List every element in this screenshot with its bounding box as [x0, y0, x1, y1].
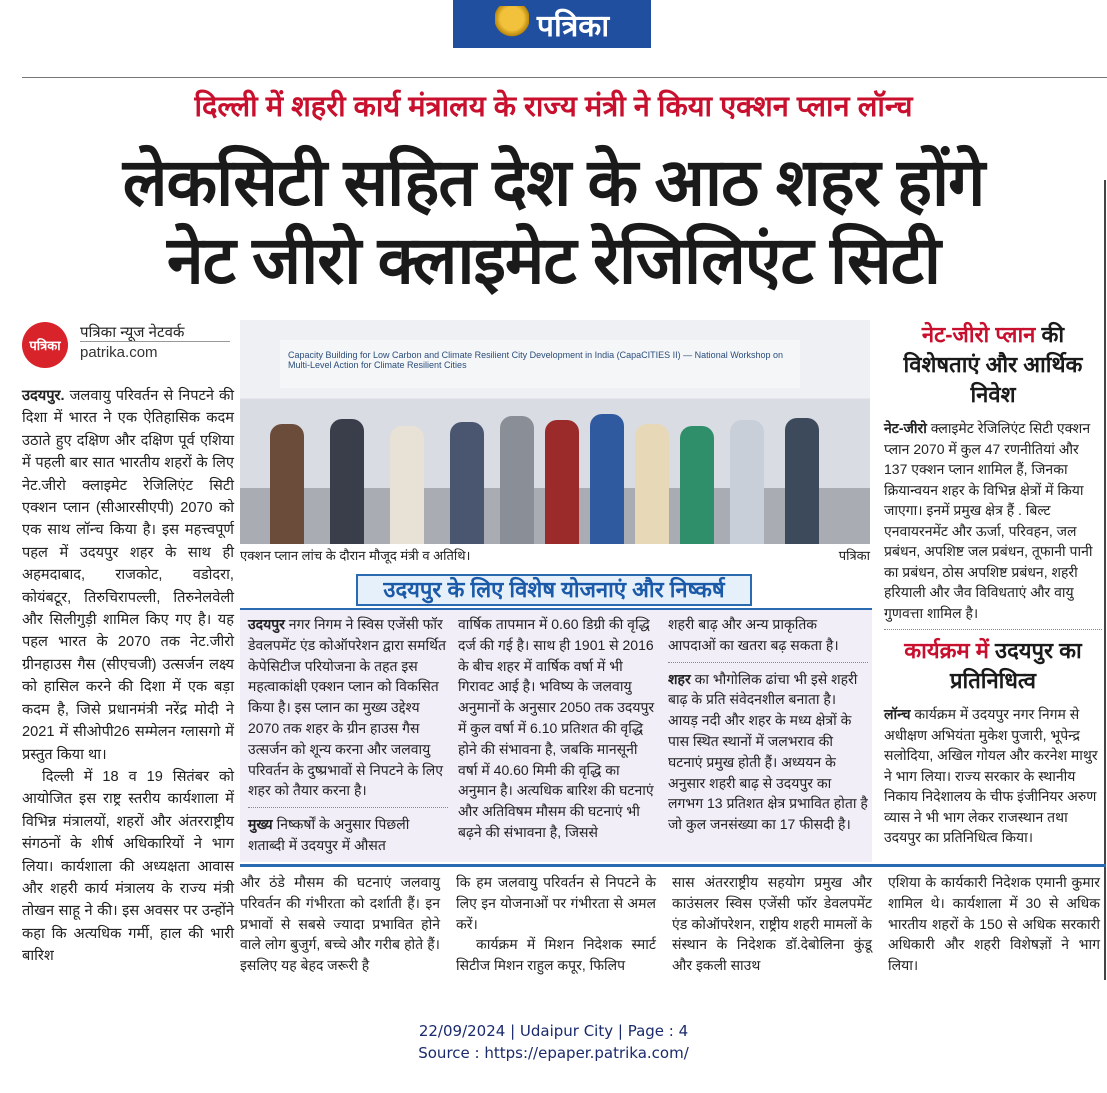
section-title: उदयपुर के लिए विशेष योजनाएं और निष्कर्ष: [356, 574, 752, 606]
bottom-column-2: [456, 872, 656, 976]
photo-caption: [240, 546, 870, 564]
lead-word: शहर: [668, 670, 691, 687]
byline-site: patrika.com: [80, 344, 158, 361]
byline-network: पत्रिका न्यूज नेटवर्क: [80, 324, 185, 341]
photo-credit: पत्रिका: [838, 548, 870, 563]
paragraph: शहरी बाढ़ और अन्य प्राकृतिक आपदाओं का खतरा बढ़ सकता है।: [668, 616, 839, 653]
bottom-column-4: एशिया के कार्यकारी निदेशक एमानी कुमार शामिल थे। कार्यशाला में 30 से अधिक भारतीय शहरों के 150 से अधिक सरकारी अधिकारी और शहरी विशेषज्ञों ने भाग लिया।: [888, 874, 1100, 974]
sidebar-heading-2: कार्यक्रम में उदयपुर का प्रतिनिधित्व: [904, 638, 1082, 693]
section-column-1: [248, 614, 448, 856]
paragraph: नगर निगम ने स्विस एजेंसी फॉर डेवलपमेंट एंड कोऑपरेशन द्वारा समर्थित केपेसिटीज परियोजना के तहत इस महत्वाकांक्षी एक्शन प्लान को विकसित किया है। इस प्लान का मुख्य उद्देश्य 2070 तक शहर के ग्रीन हाउस गैस उत्सर्जन को शून्य करना और जलवायु परिवर्तन के दुष्प्रभावों से निपटने के लिए शहर को तैयार करना है।: [248, 616, 447, 799]
photo-backdrop-text: Capacity Building for Low Carbon and Climate Resilient City Development in India (CapaCITIES II) — National Workshop on Multi-Level Action for Climate Resilient Cities: [280, 340, 800, 388]
paragraph: वार्षिक तापमान में 0.60 डिग्री की वृद्धि दर्ज की गई है। साथ ही 1901 से 2016 के बीच शहर में वार्षिक वर्षा में भी गिरावट आई है। भविष्य के जलवायु अनुमानों के अनुसार 2050 तक उदयपुर में कुल वर्षा में 6.10 प्रतिशत की वृद्धि होने की संभावना है, जबकि मानसूनी वर्षा में 40.60 मिमी की वृद्धि का अनुमान है। अत्यधिक बारिश की घटनाएं और अतिविषम मौसम की घटनाएं भी बढ़ने की संभावना है, जिससे: [458, 616, 655, 840]
bottom-column-1: और ठंडे मौसम की घटनाएं जलवायु परिवर्तन की गंभीरता को दर्शाती हैं। इन प्रभावों से सबसे ज्यादा प्रभावित होने वाले लोग बुजुर्ग, बच्चे और गरीब होते हैं। इसलिए यह बेहद जरूरी है: [240, 874, 440, 974]
lead-word: उदयपुर: [248, 616, 285, 632]
headline-line-1: लेकसिटी सहित देश के आठ शहर होंगे: [122, 145, 985, 219]
event-photo: [240, 320, 870, 544]
footer-date-page: 22/09/2024 | Udaipur City | Page : 4: [418, 1022, 689, 1040]
paragraph: क्लाइमेट रेजिलिएंट सिटी एक्शन प्लान 2070 में कुल 47 रणनीतियां और 137 एक्शन प्लान शामिल हैं, जिनका क्रियान्वयन शहर के विभिन्न क्षेत्रों में किया जाएगा। इनमें प्रमुख क्षेत्र हैं . बिल्ट एनवायरनमेंट और ऊर्जा, परिवहन, जल प्रबंधन, अपशिष्ट जल प्रबंधन, तूफानी पानी का प्रबंधन, ठोस अपशिष्ट प्रबंधन, शहरी हरियाली और जैव विविधताएं और वायु गुणवत्ता शामिल है।: [884, 420, 1093, 621]
paragraph: निष्कर्षों के अनुसार पिछली शताब्दी में उदयपुर में औसत: [248, 816, 410, 853]
lead-word: नेट-जीरो: [884, 420, 927, 436]
paragraph: दिल्ली में 18 व 19 सितंबर को आयोजित इस राष्ट्र स्तरीय कार्यशाला में विभिन्न मंत्रालयों, शहरों और अंतरराष्ट्रीय संगठनों के शीर्ष अधिकारियों ने भाग लिया। कार्यशाला की अध्यक्षता आवास और शहरी कार्य मंत्रालय के राज्य मंत्री तोखन साहू ने की। इस अवसर पर उन्होंने कहा कि अत्यधिक गर्मी, हाल की भारी बारिश: [22, 768, 234, 965]
sidebar-heading-1: नेट-जीरो प्लान की विशेषताएं और आर्थिक निवेश: [903, 322, 1083, 407]
byline: [22, 320, 234, 370]
kicker-headline: दिल्ली में शहरी कार्य मंत्रालय के राज्य मंत्री ने किया एक्शन प्लान लॉन्च: [194, 91, 913, 123]
logo-text: पत्रिका: [536, 9, 610, 43]
paragraph: जलवायु परिवर्तन से निपटने की दिशा में भारत ने एक ऐतिहासिक कदम उठाते हुए दक्षिण और दक्षिण पूर्व एशिया में पहली बार सात भारतीय शहरों के लिए नेट.जीरो क्लाइमेट रेजिलिएंट सिटी एक्शन प्लान (सीआरसीएपी) 2070 को एक साथ लॉन्च किया है। इस महत्त्वपूर्ण पहल में उदयपुर शहर के साथ ही अहमदाबाद, राजकोट, वडोदरा, कोयंबटूर, तिरुचिरापल्ली, तिरुनेलवेली और सिलीगुड़ी शामिल किए गए है। यह पहल भारत के 2070 तक नेट.जीरो ग्रीनहाउस गैस (सीएचजी) उत्सर्जन लक्ष्य को हासिल करने की दिशा में एक बड़ा कदम है, जिसे प्रधानमंत्री नरेंद्र मोदी ने 2021 में सीओपी26 सम्मेलन ग्लासगो में प्रस्तुत किया था।: [22, 388, 234, 763]
right-sidebar: [884, 320, 1102, 848]
left-column-article: [22, 385, 234, 968]
source-footer: [0, 1020, 1107, 1064]
patrika-logo: [453, 0, 651, 48]
paragraph: कार्यक्रम में मिशन निदेशक स्मार्ट सिटीज मिशन राहुल कपूर, फिलिप: [456, 936, 656, 974]
section-column-3: [668, 614, 868, 835]
lead-word: लॉन्च: [884, 706, 911, 722]
divider: [22, 77, 1107, 78]
caption-text: एक्शन प्लान लांच के दौरान मौजूद मंत्री व अतिथि।: [240, 548, 471, 563]
paragraph: कार्यक्रम में उदयपुर नगर निगम से अधीक्षण अभियंता मुकेश पुजारी, भूपेन्द्र सलोदिया, अखिल गोयल और करनेश माथुर ने भाग लिया। राज्य सरकार के स्थानीय निकाय निदेशालय के चीफ इंजीनियर अरुण व्यास ने भी भाग लेकर राजस्थान तथा उदयपुर का प्रतिनिधित्व किया।: [884, 706, 1098, 845]
column-divider: [1104, 180, 1106, 980]
headline-line-2: नेट जीरो क्लाइमेट रेजिलिएंट सिटी: [166, 223, 941, 297]
paragraph: का भौगोलिक ढांचा भी इसे शहरी बाढ़ के प्रति संवेदनशील बनाता है। आयड़ नदी और शहर के मध्य क्षेत्रों के पास स्थित स्थानों में जलभराव की घटनाएं प्रमुख होती हैं। अध्ययन के अनुसार शहरी बाढ़ से उदयपुर का लगभग 13 प्रतिशत क्षेत्र प्रभावित होता है जो कुल जनसंख्या का 17 फीसदी है।: [668, 670, 868, 833]
paragraph: कि हम जलवायु परिवर्तन से निपटने के लिए इन योजनाओं पर गंभीरता से अमल करें।: [456, 874, 656, 932]
section-box: [240, 608, 872, 862]
dateline: उदयपुर.: [22, 388, 65, 404]
byline-divider: [80, 341, 230, 342]
section-divider: [240, 864, 1106, 867]
lead-word: मुख्य: [248, 816, 273, 833]
section-column-2: [458, 614, 658, 843]
patrika-badge-icon: पत्रिका: [22, 322, 68, 368]
bottom-column-3: सास अंतरराष्ट्रीय सहयोग प्रमुख और काउंसलर स्विस एजेंसी फॉर डेवलपमेंट एंड कोऑपरेशन, राष्ट्रीय शहरी मामलों के संस्थान के निदेशक डॉ.देबोलिना कुंडू और इकली साउथ: [672, 874, 872, 974]
footer-source: Source : https://epaper.patrika.com/: [418, 1044, 689, 1062]
lion-emblem-icon: [495, 6, 529, 42]
